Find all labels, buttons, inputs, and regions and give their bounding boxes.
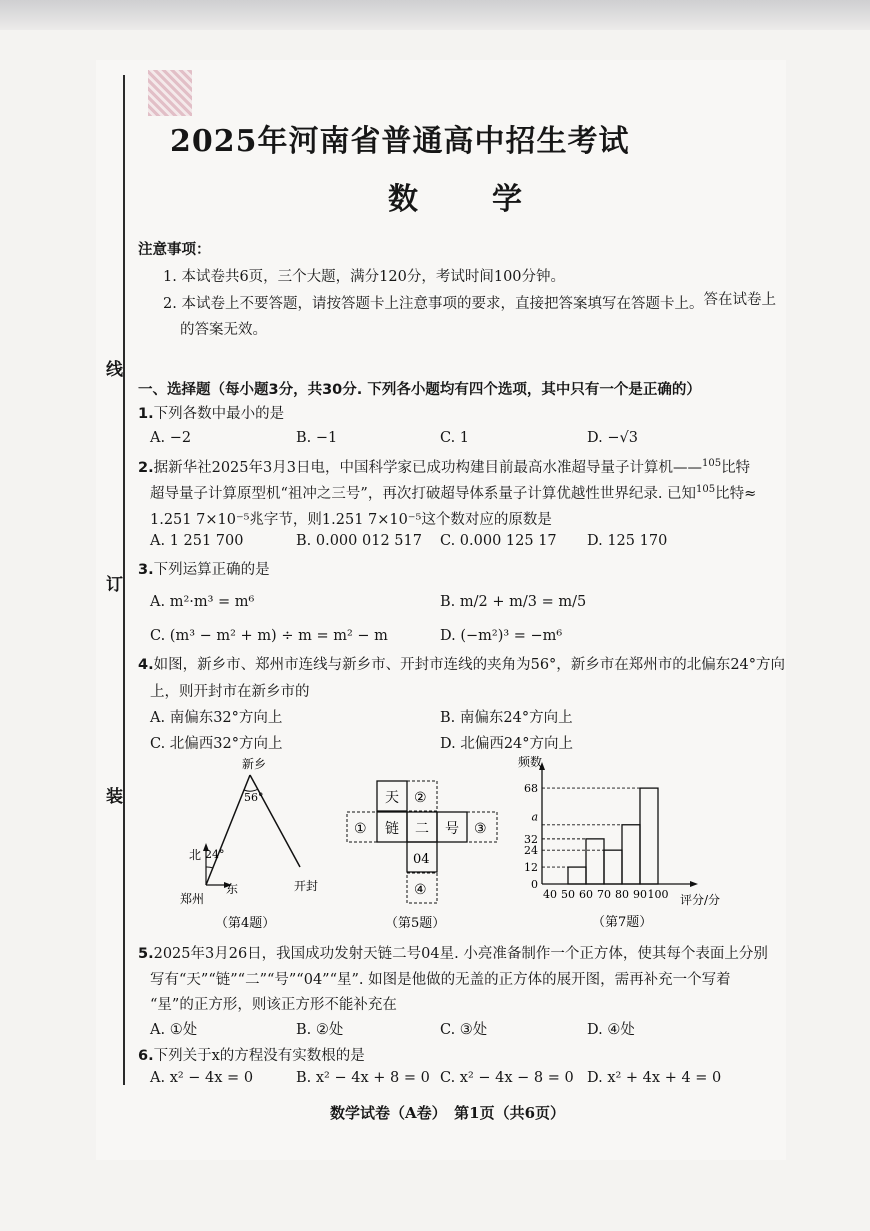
q2-option-c: C. 0.000 125 17 (440, 533, 557, 549)
label-east: 东 (226, 882, 239, 896)
y-tick-0: 0 (531, 878, 538, 891)
q5-option-b: B. ②处 (296, 1022, 344, 1038)
chart-xlabel: 评分/分 (680, 893, 721, 907)
caption-fig-5: （第5题） (385, 916, 446, 931)
q3-option-c: C. (m³ − m² + m) ÷ m = m² − m (150, 628, 388, 644)
question-5-line-2: 写有“天”“链”“二”“号”“04”“星”. 如图是他做的无盖的正方体的展开图，需再补充一个写着 (150, 972, 731, 988)
x-tick-90: 90 (633, 888, 647, 901)
question-2-line-2: 超导量子计算原型机“祖冲之三号”，再次打破超导体系量子计算优越性世界纪录. 已知$^{105}$比特≈ (150, 484, 757, 502)
label-c3: ③ (474, 821, 487, 837)
x-tick-70: 70 (597, 888, 611, 901)
q6-option-d: D. x² + 4x + 4 = 0 (587, 1070, 722, 1086)
q5-option-a: A. ①处 (150, 1022, 198, 1038)
label-angle-56: 56° (244, 791, 264, 804)
notice-heading: 注意事项： (138, 242, 211, 258)
q1-option-d: D. −√3 (587, 430, 638, 446)
chart-ylabel: 频数 (518, 755, 543, 769)
label-er: 二 (415, 821, 429, 837)
label-zhengzhou: 郑州 (180, 892, 205, 906)
question-4-line-1: 4.如图，新乡市、郑州市连线与新乡市、开封市连线的夹角为56°，新乡市在郑州市的北偏东24°方向 (138, 657, 786, 673)
subject-title: 数 学 (388, 182, 544, 217)
exam-title: 2025年河南省普通高中招生考试 (170, 124, 630, 159)
label-c1: ① (354, 821, 367, 837)
label-lian: 链 (385, 821, 399, 837)
question-5-line-1: 5.2025年3月26日，我国成功发射天链二号04星. 小亮准备制作一个正方体，使其每个表面上分别 (138, 946, 768, 962)
q5-option-c: C. ③处 (440, 1022, 488, 1038)
caption-fig-4: （第4题） (215, 916, 276, 931)
x-tick-50: 50 (561, 888, 575, 901)
q2-option-d: D. 125 170 (587, 533, 668, 549)
y-tick-12: 12 (524, 861, 538, 875)
q1-option-a: A. −2 (150, 430, 192, 446)
label-xinxiang: 新乡 (242, 757, 267, 771)
q4-option-b: B. 南偏东24°方向上 (440, 710, 573, 726)
label-north: 北 (189, 848, 202, 862)
label-c4: ④ (414, 882, 427, 898)
label-hao: 号 (445, 821, 459, 837)
histogram-bar-60-70 (586, 839, 604, 884)
histogram-bar-80-90 (622, 825, 640, 884)
qr-code-stamp (148, 70, 192, 116)
q4-option-a: A. 南偏东32°方向上 (150, 710, 283, 726)
binding-line (123, 75, 125, 1085)
q2-option-b: B. 0.000 012 517 (296, 533, 422, 549)
y-tick-32: 32 (524, 832, 538, 846)
q6-option-a: A. x² − 4x = 0 (150, 1070, 254, 1086)
x-tick-60: 60 (579, 888, 593, 901)
q1-option-c: C. 1 (440, 430, 470, 446)
y-tick-a: a (531, 810, 538, 824)
question-1: 1.下列各数中最小的是 (138, 406, 285, 422)
question-3: 3.下列运算正确的是 (138, 562, 270, 578)
page-footer: 数学试卷（A卷） 第1页（共6页） (330, 1104, 566, 1122)
label-tian: 天 (385, 790, 399, 806)
q5-option-d: D. ④处 (587, 1022, 635, 1038)
q3-option-b: B. m/2 + m/3 = m/5 (440, 594, 587, 610)
x-tick-100: 100 (647, 888, 669, 901)
q3-option-a: A. m²·m³ = m⁶ (150, 594, 255, 610)
question-2-line-3: 1.251 7×10⁻⁵兆字节，则1.251 7×10⁻⁵这个数对应的原数是 (150, 512, 552, 528)
notice-item-2: 2. 本试卷上不要答题，请按答题卡上注意事项的要求，直接把答案填写在答题卡上。答在试卷上 (163, 292, 776, 312)
chart-x-arrowhead (690, 881, 698, 887)
binding-label-xian: 线 (106, 360, 123, 380)
binding-label-zhuang: 装 (106, 787, 123, 807)
figure-7-histogram (512, 752, 727, 934)
y-tick-24: 24 (524, 844, 538, 858)
question-5-line-3: “星”的正方形，则该正方形不能补充在 (150, 997, 397, 1013)
question-4-line-2: 上，则开封市在新乡市的 (150, 684, 310, 700)
notice-item-1: 1. 本试卷共6页，三个大题，满分120分，考试时间100分钟。 (163, 269, 566, 285)
angle-24-arc (206, 867, 213, 868)
q4-option-d: D. 北偏西24°方向上 (440, 736, 574, 752)
x-tick-40: 40 (543, 888, 557, 901)
q6-option-c: C. x² − 4x − 8 = 0 (440, 1070, 574, 1086)
q1-option-b: B. −1 (296, 430, 338, 446)
figure-4 (170, 755, 350, 935)
figure-5 (345, 775, 505, 935)
histogram-bar-70-80 (604, 850, 622, 884)
label-04: 04 (413, 852, 430, 867)
caption-fig-7: （第7题） (592, 915, 653, 930)
binding-label-ding: 订 (106, 575, 123, 595)
label-kaifeng: 开封 (294, 879, 319, 893)
histogram-bar-90-100 (640, 788, 658, 884)
question-6: 6.下列关于x的方程没有实数根的是 (138, 1048, 365, 1064)
q6-option-b: B. x² − 4x + 8 = 0 (296, 1070, 430, 1086)
q2-option-a: A. 1 251 700 (150, 533, 244, 549)
notice-item-2-cont: 的答案无效。 (180, 322, 267, 338)
q3-option-d: D. (−m²)³ = −m⁶ (440, 628, 563, 644)
x-tick-80: 80 (615, 888, 629, 901)
histogram-bar-50-60 (568, 867, 586, 884)
label-angle-24: 24° (205, 848, 225, 861)
top-edge (0, 0, 870, 30)
label-c2: ② (414, 790, 427, 806)
q4-option-c: C. 北偏西32°方向上 (150, 736, 283, 752)
question-2-line-1: 2.据新华社2025年3月3日电，中国科学家已成功构建目前最高水准超导量子计算机——$^{105}$比特 (138, 458, 751, 476)
y-tick-68: 68 (524, 782, 538, 796)
section-1-heading: 一、选择题（每小题3分，共30分. 下列各小题均有四个选项，其中只有一个是正确的） (138, 382, 701, 398)
